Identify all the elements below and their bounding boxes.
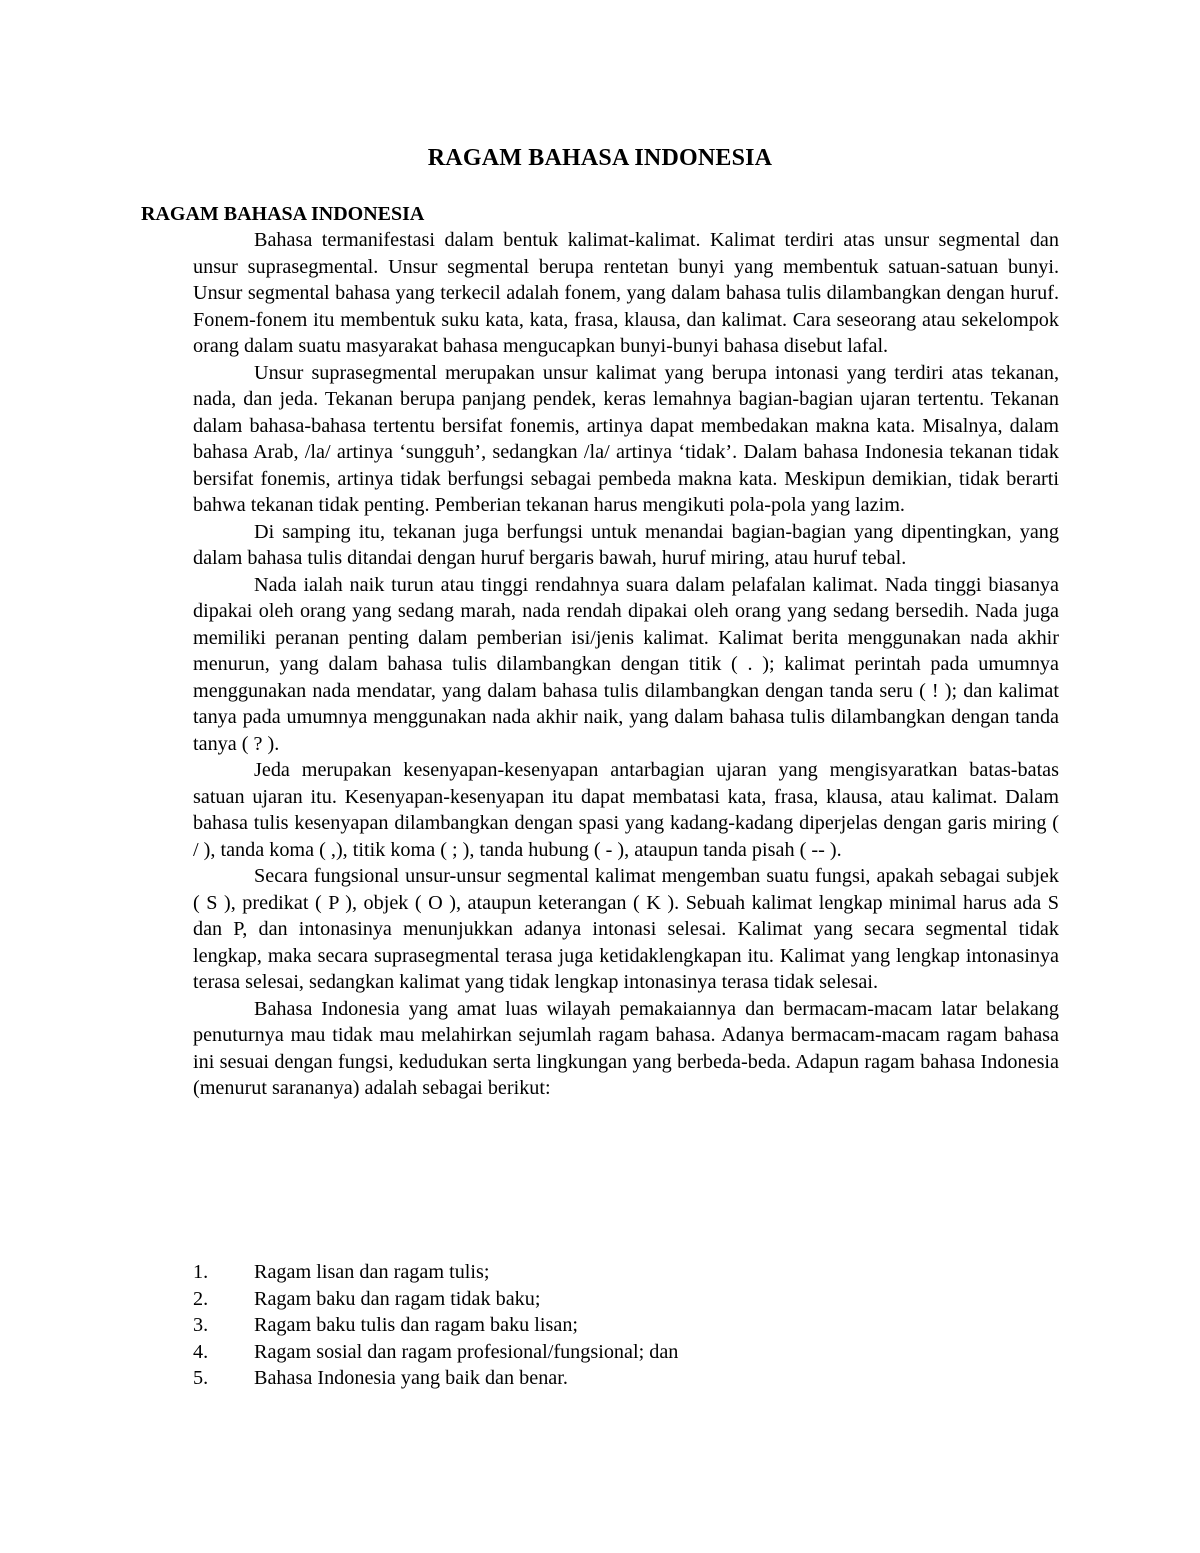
list-item: [193, 1286, 1059, 1313]
list-item: [193, 1259, 1059, 1286]
list-number: 2.: [193, 1287, 209, 1310]
list-item-text: Ragam sosial dan ragam profesional/fungsional; dan: [254, 1340, 679, 1363]
paragraph: Unsur suprasegmental merupakan unsur kalimat yang berupa intonasi yang terdiri atas tekanan, nada, dan jeda. Tekanan berupa panjang pendek, keras lemahnya bagian-bagian ujaran tertentu. Tekanan dalam bahasa-bahasa tertentu bersifat fonemis, artinya dapat membedakan makna kata. Misalnya, dalam bahasa Arab, /la/ artinya ‘sungguh’, sedangkan /la/ artinya ‘tidak’. Dalam bahasa Indonesia tekanan tidak bersifat fonemis, artinya tidak berfungsi sebagai pembeda makna kata. Meskipun demikian, tidak berarti bahwa tekanan tidak penting. Pemberian tekanan harus mengikuti pola-pola yang lazim.: [193, 361, 1059, 516]
list-number: 3.: [193, 1314, 209, 1336]
numbered-list: [193, 1259, 1059, 1392]
list-item: [193, 1312, 1059, 1339]
paragraph: Di samping itu, tekanan juga berfungsi untuk menandai bagian-bagian yang dipentingkan, yang dalam bahasa tulis ditandai dengan huruf bergaris bawah, huruf miring, atau huruf tebal.: [193, 520, 1059, 569]
list-item: [193, 1365, 1059, 1392]
list-item-text: Ragam baku dan ragam tidak baku;: [254, 1287, 541, 1310]
section-heading: RAGAM BAHASA INDONESIA: [141, 203, 425, 225]
list-number: 5.: [193, 1367, 209, 1389]
list-item: [193, 1339, 1059, 1366]
document-title: RAGAM BAHASA INDONESIA: [427, 145, 773, 171]
list-item-text: Bahasa Indonesia yang baik dan benar.: [254, 1367, 568, 1389]
paragraph: Nada ialah naik turun atau tinggi rendahnya suara dalam pelafalan kalimat. Nada tinggi biasanya dipakai oleh orang yang sedang marah, nada rendah dipakai oleh orang yang sedang bersedih. Nada juga memiliki peranan penting dalam pemberian isi/jenis kalimat. Kalimat berita menggunakan nada akhir menurun, yang dalam bahasa tulis dilambangkan dengan titik ( . ); kalimat perintah pada umumnya menggunakan nada mendatar, yang dalam bahasa tulis dilambangkan dengan tanda seru ( ! ); dan kalimat tanya pada umumnya menggunakan nada akhir naik, yang dalam bahasa tulis dilambangkan dengan tanda tanya ( ? ).: [193, 573, 1059, 755]
paragraph: Bahasa termanifestasi dalam bentuk kalimat-kalimat. Kalimat terdiri atas unsur segmental dan unsur suprasegmental. Unsur segmental berupa rentetan bunyi yang membentuk satuan-satuan bunyi. Unsur segmental bahasa yang terkecil adalah fonem, yang dalam bahasa tulis dilambangkan dengan huruf. Fonem-fonem itu membentuk suku kata, kata, frasa, klausa, dan kalimat. Cara seseorang atau sekelompok orang dalam suatu masyarakat bahasa mengucapkan bunyi-bunyi bahasa disebut lafal.: [193, 229, 1059, 357]
list-number: 4.: [193, 1340, 209, 1363]
document-body: [193, 227, 1059, 1102]
list-item-text: Ragam baku tulis dan ragam baku lisan;: [254, 1314, 579, 1336]
list-item-text: Ragam lisan dan ragam tulis;: [254, 1261, 490, 1283]
paragraph: Bahasa Indonesia yang amat luas wilayah pemakaiannya dan bermacam-macam latar belakang penuturnya mau tidak mau melahirkan sejumlah ragam bahasa. Adanya bermacam-macam ragam bahasa ini sesuai dengan fungsi, kedudukan serta lingkungan yang berbeda-beda. Adapun ragam bahasa Indonesia (menurut sarananya) adalah sebagai berikut:: [193, 997, 1059, 1099]
paragraph: Secara fungsional unsur-unsur segmental kalimat mengemban suatu fungsi, apakah sebagai subjek ( S ), predikat ( P ), objek ( O ), ataupun keterangan ( K ). Sebuah kalimat lengkap minimal harus ada S dan P, dan intonasinya menunjukkan adanya intonasi selesai. Kalimat yang secara segmental tidak lengkap, maka secara suprasegmental terasa juga ketidaklengkapan itu. Kalimat yang lengkap intonasinya terasa selesai, sedangkan kalimat yang tidak lengkap intonasinya terasa tidak selesai.: [193, 865, 1059, 993]
paragraph: Jeda merupakan kesenyapan-kesenyapan antarbagian ujaran yang mengisyaratkan batas-batas satuan ujaran itu. Kesenyapan-kesenyapan itu dapat membatasi kata, frasa, klausa, atau kalimat. Dalam bahasa tulis kesenyapan dilambangkan dengan spasi yang kadang-kadang diperjelas dengan garis miring ( / ), tanda koma ( ,), titik koma ( ; ), tanda hubung ( - ), ataupun tanda pisah ( -- ).: [193, 759, 1059, 861]
list-number: 1.: [193, 1261, 209, 1283]
